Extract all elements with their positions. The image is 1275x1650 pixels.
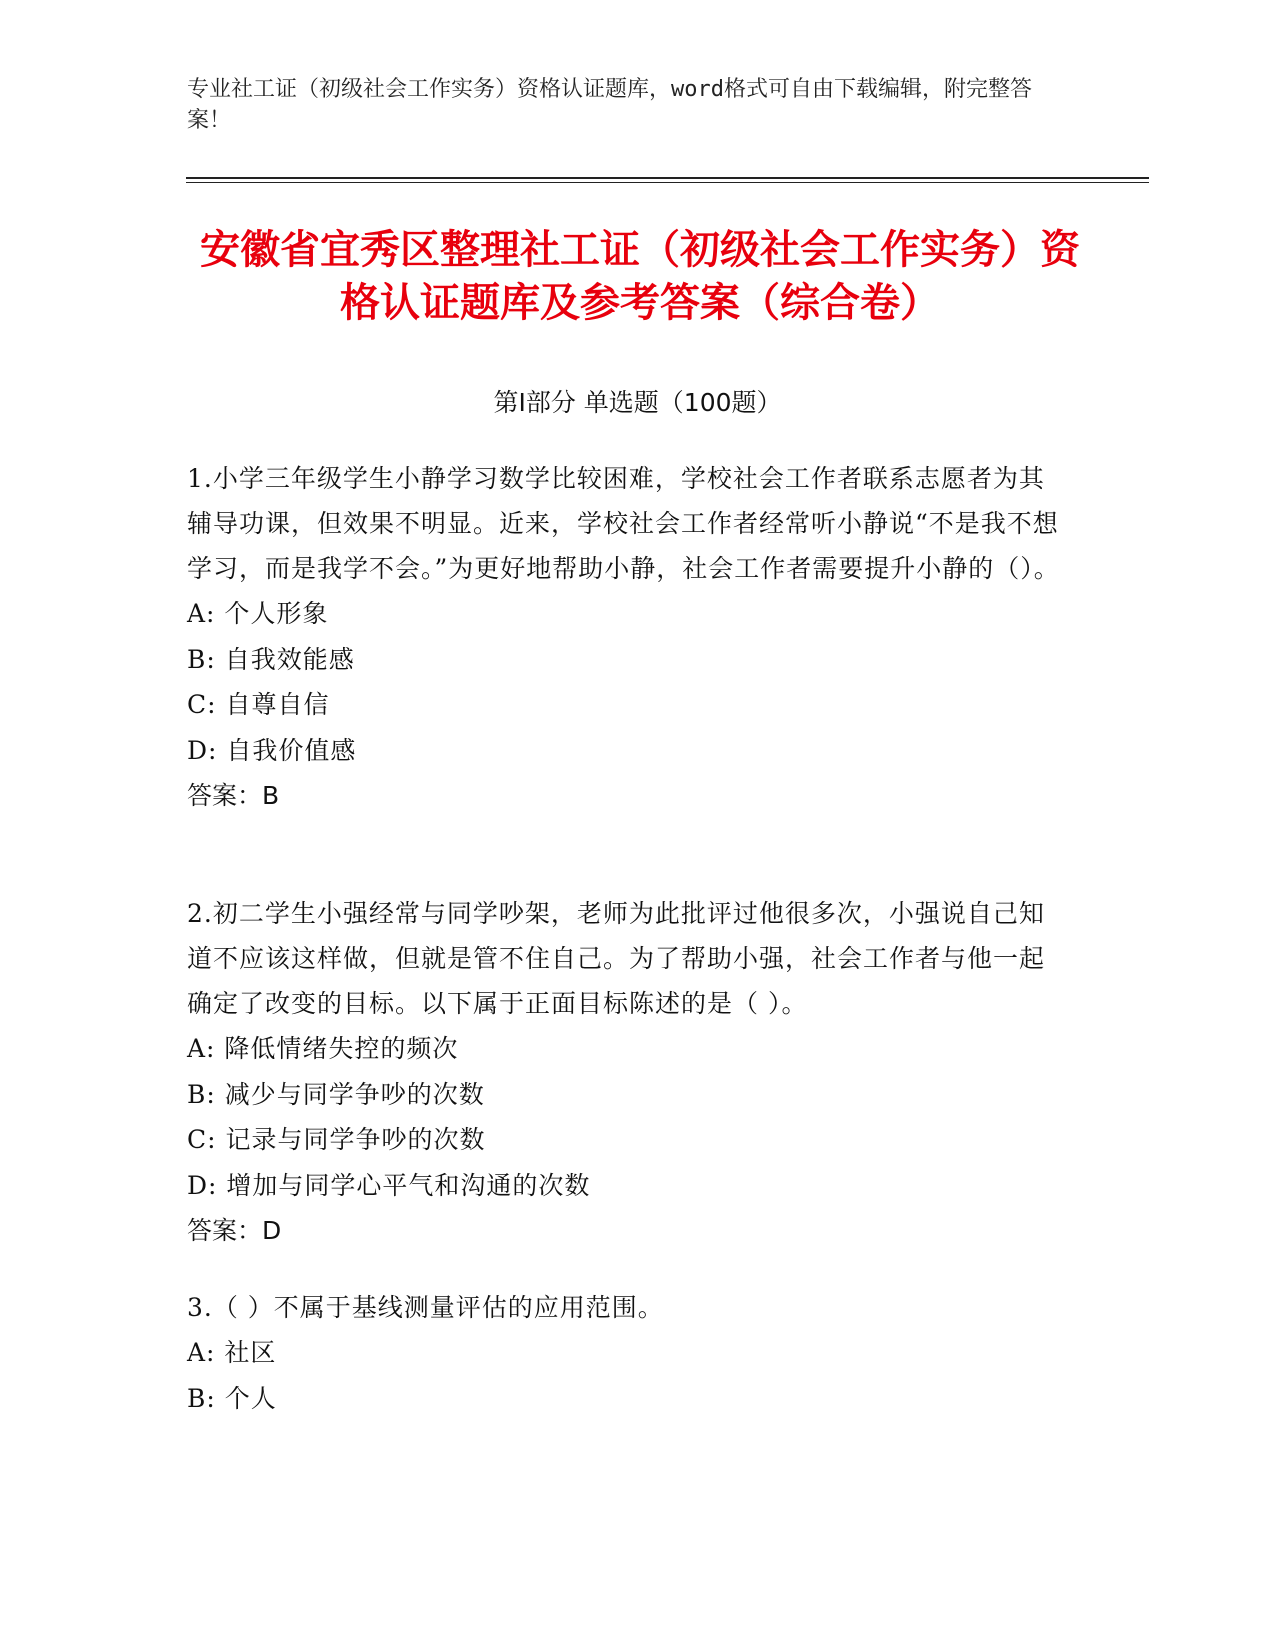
option-c: C: 自尊自信 [187,690,330,719]
option-a: A: 社区 [187,1338,277,1367]
question-stem: 2.初二学生小强经常与同学吵架，老师为此批评过他很多次，小强说自己知道不应该这样做，但就是管不住自己。为了帮助小强，社会工作者与他一起确定了改变的目标。以下属于正面目标陈述的是（ ）。 [187,899,1046,1018]
option-b: B: 自我效能感 [187,644,355,674]
section-heading: 第Ⅰ部分 单选题（100题） [493,388,782,417]
header-divider-thin [186,182,1149,183]
option-c: C: 记录与同学争吵的次数 [187,1125,486,1154]
document-title: 安徽省宜秀区整理社工证（初级社会工作实务）资格认证题库及参考答案（综合卷） [200,227,1080,326]
question-3 [187,1285,1067,1421]
question-2 [187,891,1067,1253]
answer-line [187,773,1067,818]
answer-label: 答案： [187,1216,263,1245]
header-note: 专业社工证（初级社会工作实务）资格认证题库，word格式可自由下载编辑，附完整答案！ [187,77,1032,133]
question-stem: 1.小学三年级学生小静学习数学比较困难，学校社会工作者联系志愿者为其辅导功课，但效果不明显。近来，学校社会工作者经常听小静说“不是我不想学习，而是我学不会。”为更好地帮助小静，社会工作者需要提升小静的（）。 [187,464,1060,583]
option-b: B: 减少与同学争吵的次数 [187,1079,485,1109]
answer-line [187,1208,1067,1253]
answer-value: B [262,781,280,810]
answer-label: 答案： [187,781,263,810]
option-a: A: 个人形象 [187,599,329,628]
answer-value: D [262,1216,282,1245]
option-b: B: 个人 [187,1383,277,1413]
option-a: A: 降低情绪失控的频次 [187,1034,459,1063]
header-divider-thick [186,177,1149,179]
option-d: D: 自我价值感 [187,735,357,765]
option-d: D: 增加与同学心平气和沟通的次数 [187,1170,591,1200]
question-1 [187,456,1067,818]
question-stem: 3.（ ）不属于基线测量评估的应用范围。 [187,1293,664,1322]
